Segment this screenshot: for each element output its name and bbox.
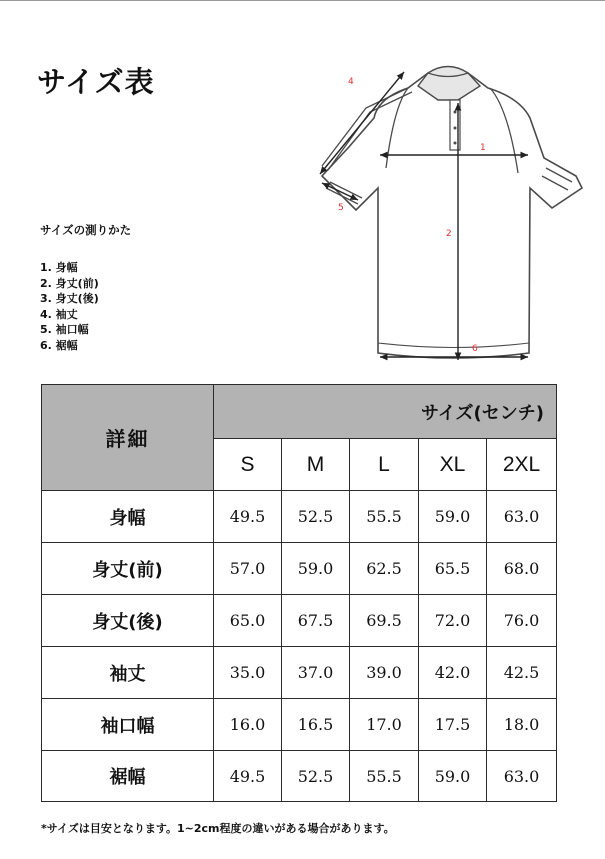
table-cell: 49.5	[214, 491, 282, 543]
table-row	[42, 647, 557, 699]
table-cell: 17.5	[419, 699, 487, 751]
table-cell: 52.5	[282, 751, 350, 802]
label-1: 1	[480, 143, 486, 153]
size-col-header: XL	[419, 439, 487, 491]
table-cell: 63.0	[487, 491, 557, 543]
label-5: 5	[338, 203, 344, 213]
table-cell: 42.5	[487, 647, 557, 699]
page-title: サイズ表	[37, 65, 155, 99]
top-divider	[0, 0, 605, 1]
table-cell: 59.0	[282, 543, 350, 595]
table-row	[42, 543, 557, 595]
table-cell: 68.0	[487, 543, 557, 595]
table-row	[42, 491, 557, 543]
table-cell: 52.5	[282, 491, 350, 543]
size-header: サイズ(センチ)	[214, 385, 557, 439]
label-6: 6	[472, 344, 478, 354]
table-cell: 57.0	[214, 543, 282, 595]
measurement-item: 4. 袖丈	[40, 307, 78, 321]
table-cell: 59.0	[419, 491, 487, 543]
table-cell: 63.0	[487, 751, 557, 802]
measurement-item: 3. 身丈(後)	[40, 292, 99, 305]
table-cell: 37.0	[282, 647, 350, 699]
detail-header: 詳細	[42, 385, 214, 491]
label-4: 4	[348, 77, 354, 87]
row-label: 袖口幅	[42, 699, 214, 751]
table-row	[42, 595, 557, 647]
table-cell: 16.5	[282, 699, 350, 751]
row-label: 身丈(前)	[42, 543, 214, 595]
row-label: 袖丈	[42, 647, 214, 699]
table-cell: 62.5	[350, 543, 419, 595]
table-cell: 55.5	[350, 491, 419, 543]
measurement-list	[40, 260, 99, 353]
table-cell: 72.0	[419, 595, 487, 647]
table-cell: 76.0	[487, 595, 557, 647]
polo-shirt-diagram	[308, 48, 594, 378]
row-label: 身幅	[42, 491, 214, 543]
table-cell: 69.5	[350, 595, 419, 647]
table-cell: 17.0	[350, 699, 419, 751]
table-cell: 35.0	[214, 647, 282, 699]
size-col-header: M	[282, 439, 350, 491]
measurement-item: 1. 身幅	[40, 261, 78, 274]
size-col-header: 2XL	[487, 439, 557, 491]
row-label: 裾幅	[42, 751, 214, 802]
table-row	[42, 699, 557, 751]
label-2: 2	[446, 229, 452, 239]
table-row	[42, 751, 557, 802]
table-cell: 55.5	[350, 751, 419, 802]
table-cell: 42.0	[419, 647, 487, 699]
measurement-item: 5. 袖口幅	[40, 323, 89, 336]
table-cell: 16.0	[214, 699, 282, 751]
footnote: *サイズは目安となります。1~2cm程度の違いがある場合があります。	[41, 822, 395, 835]
table-cell: 67.5	[282, 595, 350, 647]
size-table	[41, 384, 557, 802]
table-cell: 39.0	[350, 647, 419, 699]
table-cell: 59.0	[419, 751, 487, 802]
size-col-header: L	[350, 439, 419, 491]
size-col-header: S	[214, 439, 282, 491]
table-cell: 65.5	[419, 543, 487, 595]
measurement-item: 2. 身丈(前)	[40, 276, 99, 290]
measure-howto-heading: サイズの測りかた	[40, 223, 132, 237]
row-label: 身丈(後)	[42, 595, 214, 647]
table-cell: 49.5	[214, 751, 282, 802]
measurement-item: 6. 裾幅	[40, 338, 78, 352]
table-cell: 18.0	[487, 699, 557, 751]
table-cell: 65.0	[214, 595, 282, 647]
